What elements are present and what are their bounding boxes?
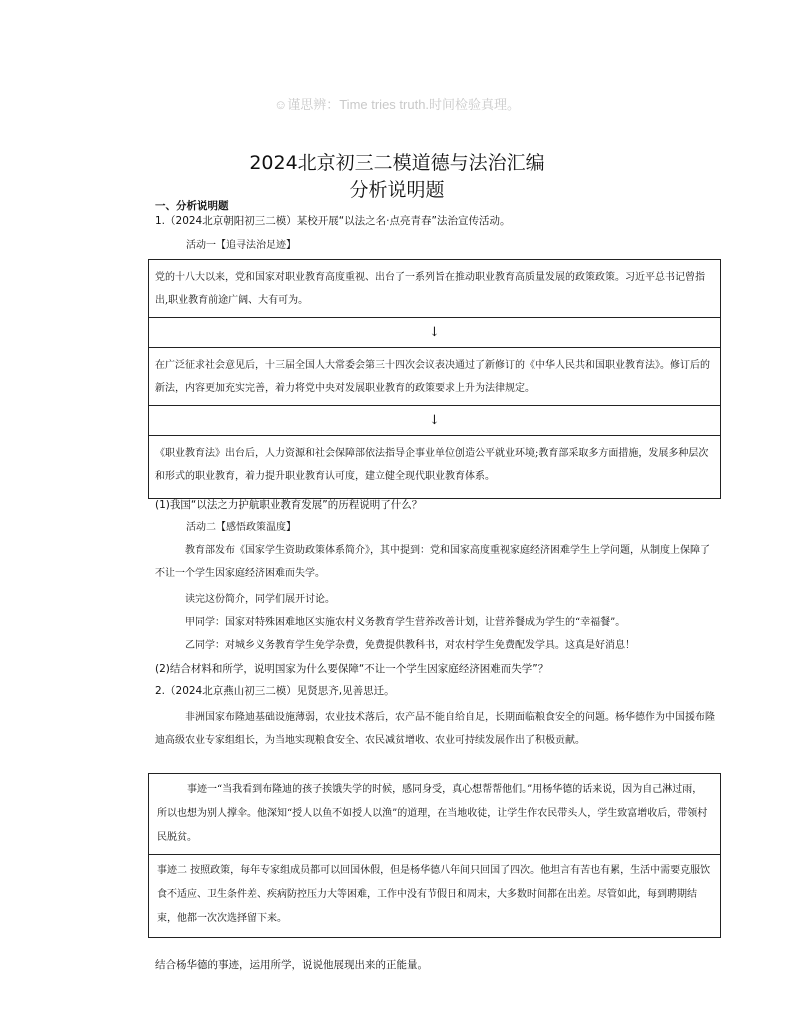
arrow-down-icon: ↓ [149,406,720,436]
arrow-down-icon: ↓ [149,318,720,348]
story-2: 事迹二 按照政策，每年专家组成员都可以回国休假，但是杨华德八年间只回国了四次。他坦言有苦也有累，生活中需要克服饮食不适应、卫生条件差、疾病防控压力大等困难，工作中没有节假日和周末，大多数时间都在出差。尽管如此，每到聘期结束，他都一次次选择留下来。 [149,854,720,937]
flow-step-2: 在广泛征求社会意见后，十三届全国人大常委会第三十四次会议表决通过了新修订的《中华人民共和国职业教育法》。修订后的新法，内容更加充实完善，着力将党中央对发展职业教育的政策要求上升为法律规定。 [149,348,720,406]
question-1-sub-2: (2)结合材料和所学，说明国家为什么要保障“不让一个学生因家庭经济困难而失学”？ [155,663,549,675]
question-1-sub-1: (1)我国“以法之力护航职业教育发展”的历程说明了什么？ [155,499,423,511]
paragraph: 甲同学：国家对特殊困难地区实施农村义务教育学生营养改善计划，让营养餐成为学生的“幸福餐”。 [185,617,626,628]
paragraph: 乙同学：对城乡义务教育学生免学杂费，免费提供教科书，对农村学生免费配发学具。这真是好消息！ [185,640,635,651]
story-box [148,773,721,938]
flow-step-3: 《职业教育法》出台后，人力资源和社会保障部依法指导企事业单位创造公平就业环境;教育部采取多方面措施，发展多种层次和形式的职业教育，着力提升职业教育认可度，建立健全现代职业教育体系。 [155,448,709,482]
page-subtitle: 分析说明题 [349,179,445,201]
paragraph: 读完这份简介，同学们展开讨论。 [185,594,335,605]
question-1-stem: 1.（2024北京朝阳初三二模）某校开展“以法之名·点亮青春”法治宣传活动。 [155,215,511,227]
activity-1-title: 活动一【追寻法治足迹】 [186,240,296,251]
watermark: ☺谨思辨：Time tries truth.时间检验真理。 [273,97,521,112]
question-2-ask: 结合杨华德的事迹，运用所学，说说他展现出来的正能量。 [155,959,428,971]
paragraph: 教育部发布《国家学生资助政策体系简介》，其中提到：党和国家高度重视家庭经济困难学生上学问题，从制度上保障了不让一个学生因家庭经济困难而失学。 [155,545,710,579]
paragraph: 非洲国家布隆迪基础设施薄弱，农业技术落后，农产品不能自给自足，长期面临粮食安全的问题。杨华德作为中国援布隆迪高级农业专家组组长，为当地实现粮食安全、农民减贫增收、农业可持续发展作出了积极贡献。 [155,712,715,746]
activity-2-title: 活动二【感悟政策温度】 [186,522,296,533]
story-1: 事迹一“当我看到布隆迪的孩子挨饿失学的时候，感同身受，真心想帮帮他们。”用杨华德的话来说，因为自己淋过雨，所以也想为别人撑伞。他深知“授人以鱼不如授人以渔”的道理，在当地收徒，让学生作农民带头人，学生致富增收后，带领村民脱贫。 [157,784,708,843]
flow-chart [148,259,721,499]
question-2-stem: 2.（2024北京燕山初三二模）见贤思齐,见善思迁。 [155,685,395,697]
flow-step-1: 党的十八大以来，党和国家对职业教育高度重视、出台了一系列旨在推动职业教育高质量发展的政策政策。习近平总书记曾指出,职业教育前途广阔、大有可为。 [149,260,720,318]
page-title: 2024北京初三二模道德与法治汇编 [249,152,545,174]
section-heading: 一、分析说明题 [155,200,229,212]
